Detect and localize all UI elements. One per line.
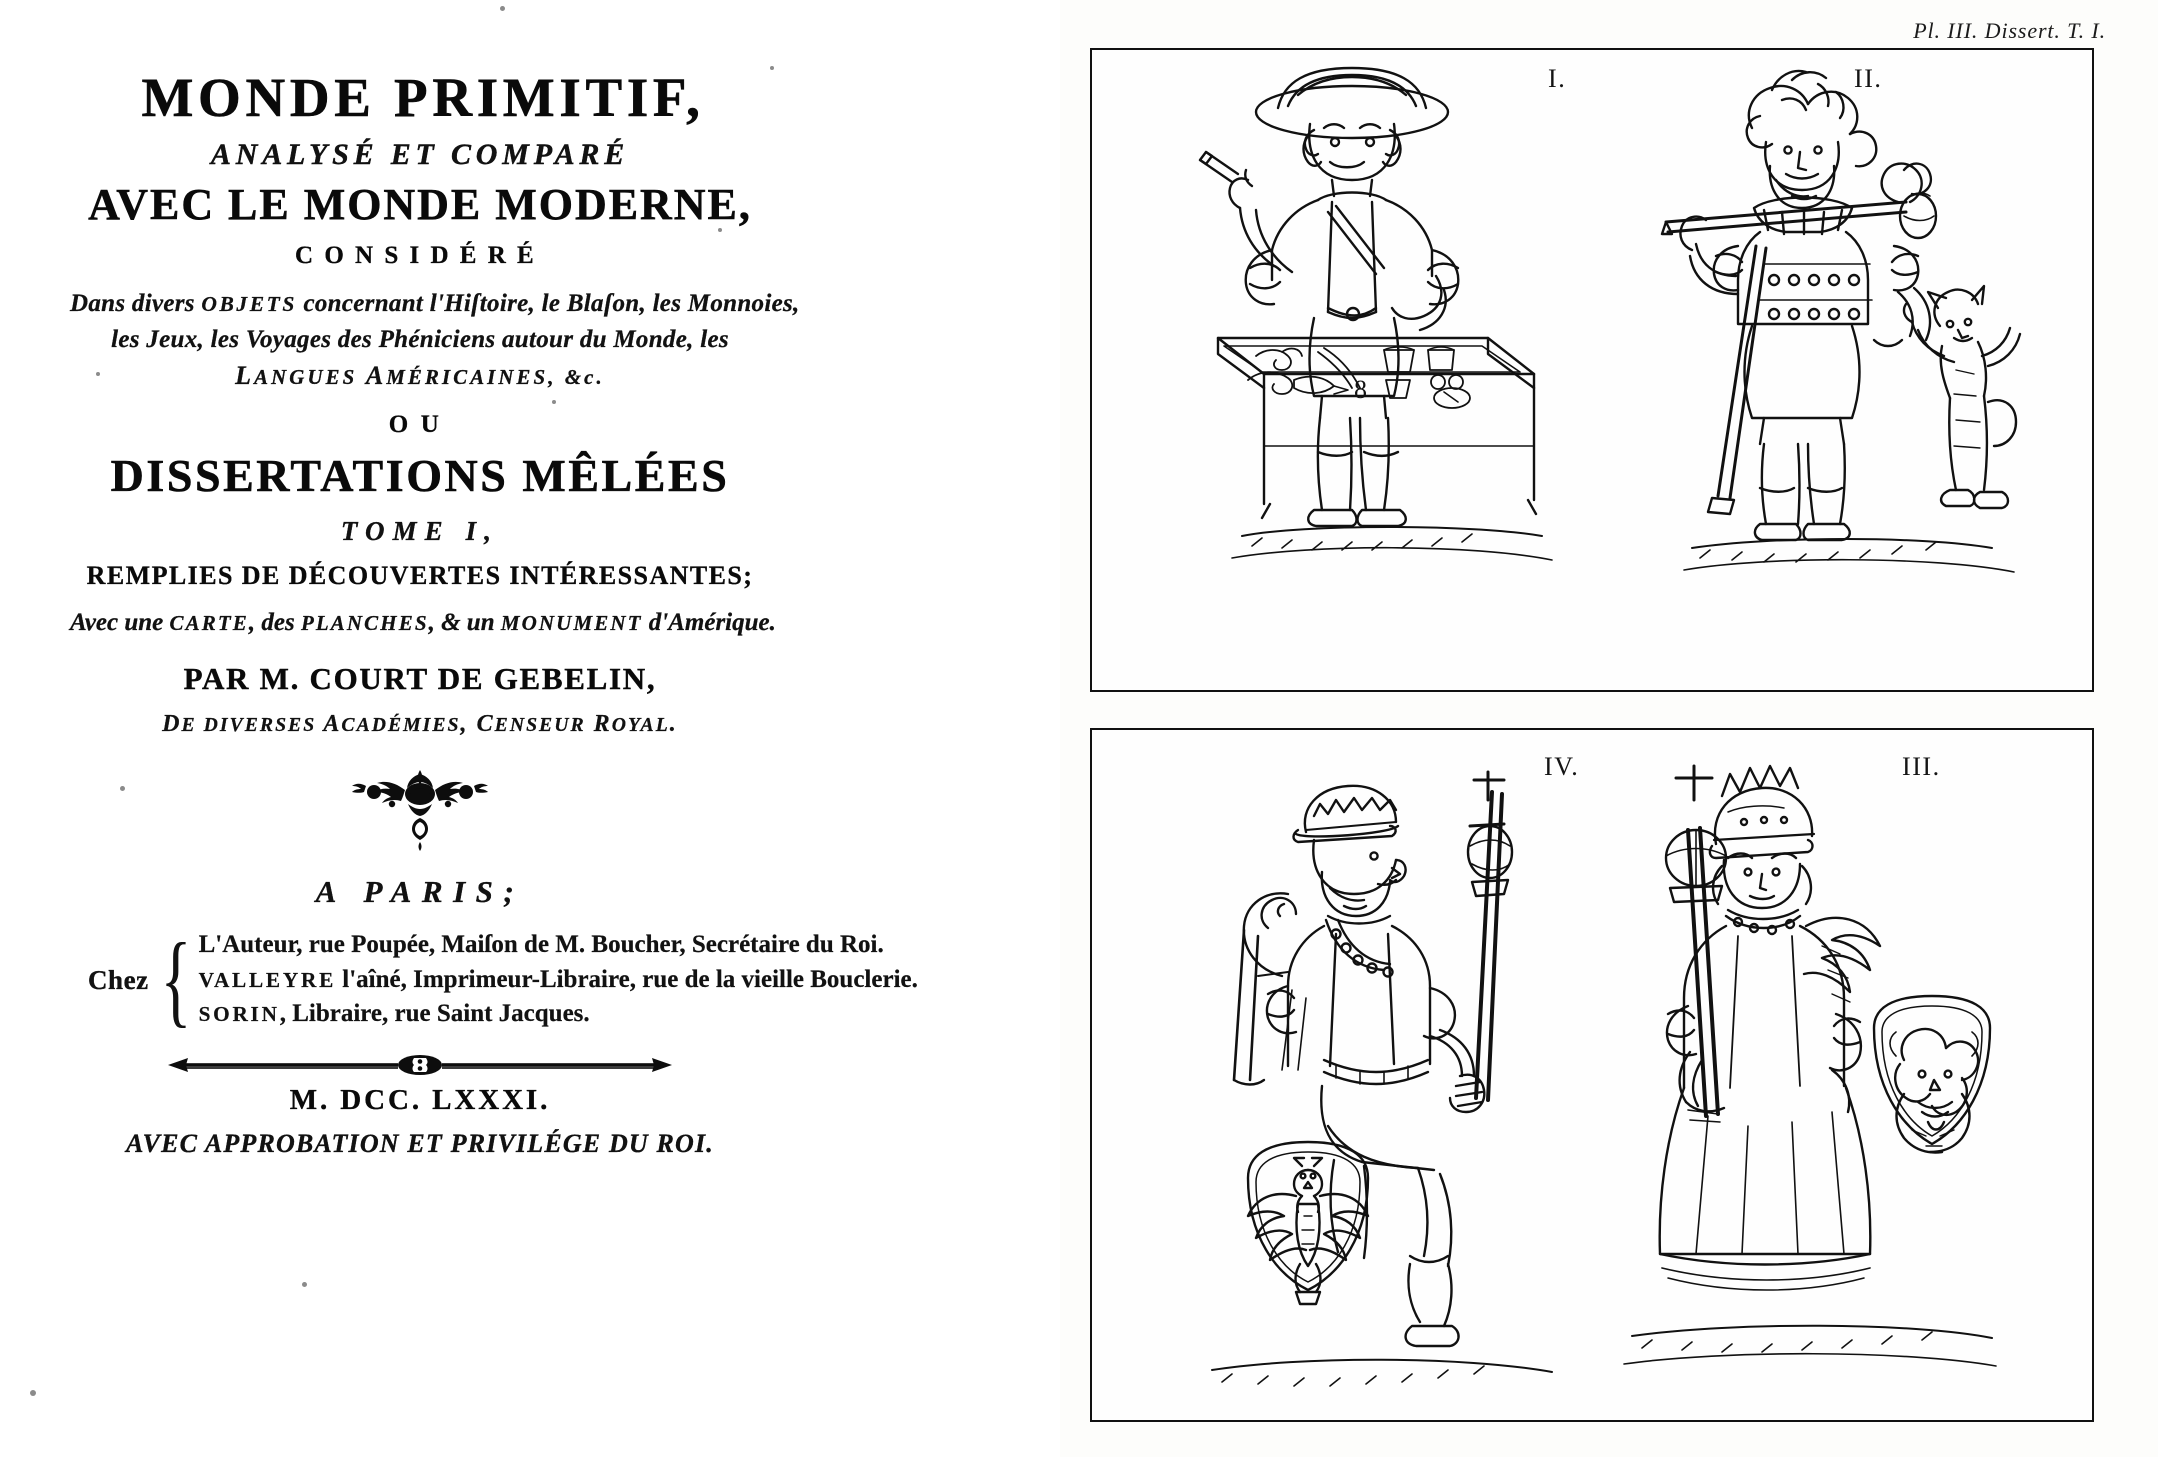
publisher-block [70, 922, 918, 1038]
desc1-part-b: concernant l'Hiſtoire, le Blaſon, les Monnoies, [296, 290, 800, 318]
carte-part-a: Avec une [70, 609, 170, 637]
figure-numeral-I: I. [1548, 64, 1567, 93]
figure-numeral-III: III. [1902, 752, 1941, 781]
publisher-address: l'aîné, Imprimeur-Libraire, rue de la vieille Bouclerie. [336, 965, 918, 993]
carte-part-c: , des [248, 609, 301, 637]
langues-part-e: , &c. [548, 366, 605, 390]
acad-part-i: . [669, 711, 678, 738]
langues-part-c: A [357, 361, 387, 391]
publisher-address: , rue Poupée, Maiſon de M. Boucher, Secrétaire du Roi. [296, 931, 884, 959]
langues-part-b: ANGUES [254, 366, 358, 390]
acad-part-a: D [162, 711, 182, 738]
publisher-list [195, 928, 918, 1032]
publisher-name: SORIN [198, 1002, 280, 1027]
carte-part-monument: MONUMENT [500, 611, 643, 636]
dog-drawing [1904, 286, 2020, 508]
acad-part-b: E DIVERSES [181, 714, 317, 737]
second-title: AVEC LE MONDE MODERNE, [88, 180, 752, 230]
description-line-3-langues [70, 361, 770, 391]
paper-speck [302, 1282, 307, 1287]
figure-one-drawing [1200, 68, 1552, 560]
eagle-shield-drawing [1212, 1142, 1552, 1386]
figure-numeral-IV: IV. [1544, 752, 1580, 781]
figure-numeral-II: II. [1854, 64, 1883, 93]
considere-line: CONSIDÉRÉ [295, 242, 545, 270]
carte-part-g: d'Amérique. [642, 609, 776, 637]
publisher-item [199, 928, 918, 963]
fleuron-ornament-icon [330, 764, 510, 854]
acad-part-c: A [316, 711, 342, 738]
ou-line: OU [388, 411, 452, 439]
title-page [0, 0, 1060, 1457]
engraved-plate [1060, 0, 2158, 1457]
acad-part-d: CADÉMIES [341, 714, 461, 737]
decorative-rule [160, 1052, 680, 1078]
publisher-name: VALLEYRE [198, 967, 337, 992]
figure-two-drawing [1662, 71, 2014, 572]
publisher-item [199, 963, 918, 998]
curly-brace-icon: { [160, 922, 192, 1038]
academies-line [70, 711, 770, 738]
chez-label: Chez [88, 964, 149, 995]
paper-speck [500, 6, 505, 11]
carte-part-planches: PLANCHES [300, 611, 429, 636]
publisher-address: , Libraire, rue Saint Jacques. [279, 1000, 590, 1028]
subtitle-analyse: ANALYSÉ ET COMPARÉ [210, 138, 630, 172]
acad-part-g: R [585, 711, 612, 738]
beast-shield-drawing [1874, 996, 1990, 1152]
plate-panel-top [1090, 48, 2094, 692]
plate-caption: Pl. III. Dissert. T. I. [1913, 18, 2106, 43]
title-text-block [70, 67, 918, 1159]
langues-part-d: MÉRICAINES [386, 366, 549, 390]
carte-part-carte: CARTE [169, 611, 249, 636]
paper-speck [770, 66, 774, 70]
description-line-2: les Jeux, les Voyages des Phéniciens autour du Monde, les [111, 325, 729, 353]
acad-part-f: ENSEUR [494, 714, 586, 737]
publication-date: M. DCC. LXXXI. [289, 1083, 551, 1116]
carte-line [70, 609, 776, 637]
privilege-line: AVEC APPROBATION ET PRIVILÉGE DU ROI. [126, 1128, 714, 1158]
acad-part-h: OYAL [611, 714, 670, 737]
publisher-item [199, 997, 918, 1032]
plate-panel-bottom [1090, 728, 2094, 1422]
display-table-drawing [1218, 338, 1536, 518]
dissertations-title: DISSERTATIONS MÊLÉES [110, 450, 730, 502]
figure-four-drawing [1234, 772, 1512, 1346]
city-line: A PARIS; [315, 874, 525, 910]
desc1-smallcaps: OBJETS [201, 292, 297, 317]
figure-three-drawing [1624, 766, 1996, 1366]
paper-speck [30, 1390, 36, 1396]
tome-line: TOME I, [340, 516, 500, 547]
remplies-line: REMPLIES DE DÉCOUVERTES INTÉRESSANTES; [86, 561, 754, 591]
main-title: MONDE PRIMITIF, [141, 67, 705, 128]
description-line-1 [70, 286, 800, 322]
langues-part-a: L [235, 361, 255, 391]
acad-part-e: , C [460, 711, 495, 738]
svg-text:8: 8 [1354, 375, 1367, 404]
desc1-part-a: Dans divers [70, 290, 202, 318]
publisher-name: L'Auteur [198, 931, 297, 959]
carte-part-e: , & un [428, 609, 501, 637]
author-line: PAR M. COURT DE GEBELIN, [183, 661, 657, 697]
